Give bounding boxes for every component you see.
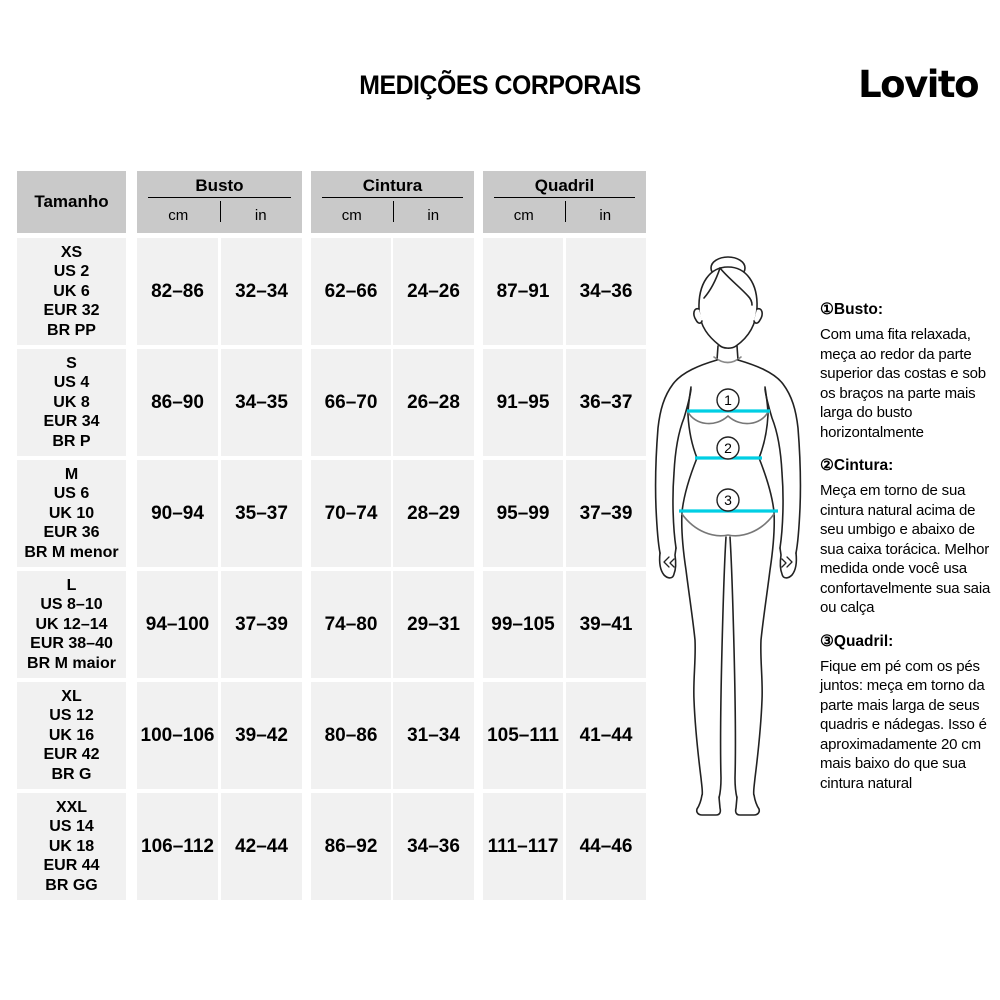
unit-row bbox=[483, 198, 646, 233]
unit-divider bbox=[393, 201, 394, 222]
size-cell bbox=[17, 571, 126, 678]
size-label-line: US 8–10 bbox=[40, 596, 103, 614]
value-cell: 41–44 bbox=[566, 682, 646, 789]
value-cell: 86–92 bbox=[311, 793, 391, 900]
column-header-cintura bbox=[311, 171, 474, 233]
circled-2-icon: ② bbox=[820, 457, 834, 474]
head-outline bbox=[699, 267, 757, 348]
table-row bbox=[17, 682, 646, 789]
column-header-tamanho: Tamanho bbox=[17, 171, 126, 233]
value-cell: 82–86 bbox=[137, 238, 218, 345]
value-cell: 94–100 bbox=[137, 571, 218, 678]
instruction-cintura-text: Meça em torno de sua cintura natural acima de seu umbigo e abaixo de sua caixa torácica. Melhor medida onde você usa confortavelmente sua saia ou calça bbox=[820, 482, 991, 616]
size-label-line: UK 8 bbox=[53, 393, 90, 411]
size-label-line: EUR 42 bbox=[43, 746, 100, 764]
value-cell: 90–94 bbox=[137, 460, 218, 567]
unit-row bbox=[311, 198, 474, 233]
size-cell bbox=[17, 682, 126, 789]
instruction-cintura bbox=[820, 456, 1000, 618]
circled-3-icon: ③ bbox=[820, 632, 834, 650]
group-label-quadril: Quadril bbox=[534, 176, 595, 195]
size-cell bbox=[17, 460, 126, 567]
size-label-line: BR GG bbox=[45, 876, 98, 894]
instruction-busto-title: ①Busto: bbox=[820, 301, 883, 318]
value-cell: 34–36 bbox=[393, 793, 474, 900]
value-cell: 29–31 bbox=[393, 571, 474, 678]
value-cell: 99–105 bbox=[483, 571, 563, 678]
value-cell: 42–44 bbox=[221, 793, 302, 900]
unit-cm: cm bbox=[168, 207, 189, 224]
size-label-line: EUR 38–40 bbox=[30, 635, 113, 653]
instruction-busto bbox=[820, 300, 1000, 442]
value-cell: 70–74 bbox=[311, 460, 391, 567]
right-leg-inner bbox=[730, 537, 737, 798]
value-cell: 31–34 bbox=[393, 682, 474, 789]
value-cell: 37–39 bbox=[566, 460, 646, 567]
size-cell bbox=[17, 793, 126, 900]
table-row bbox=[17, 793, 646, 900]
value-cell: 106–112 bbox=[137, 793, 218, 900]
instruction-quadril-text: Fique em pé com os pés juntos: meça em torno da parte mais larga de seus quadris e nádegas. Isso é aproximadamente 20 cm mais baixo do que sua cintura natural bbox=[820, 657, 987, 792]
value-cell: 24–26 bbox=[393, 238, 474, 345]
marker-3-label: 3 bbox=[724, 492, 732, 508]
right-foot bbox=[736, 795, 760, 815]
size-label-line: UK 18 bbox=[48, 837, 95, 855]
size-label-line: UK 10 bbox=[48, 504, 95, 522]
left-leg-inner bbox=[719, 537, 726, 798]
table-header-row bbox=[17, 171, 646, 233]
unit-row bbox=[137, 198, 302, 233]
size-label-line: US 2 bbox=[53, 263, 90, 281]
value-cell: 39–41 bbox=[566, 571, 646, 678]
table-row bbox=[17, 571, 646, 678]
value-cell: 87–91 bbox=[483, 238, 563, 345]
measurement-instructions bbox=[820, 300, 1000, 807]
column-header-quadril bbox=[483, 171, 646, 233]
instruction-cintura-title: ②Cintura: bbox=[820, 457, 894, 474]
value-cell: 91–95 bbox=[483, 349, 563, 456]
size-label-line: EUR 44 bbox=[43, 857, 100, 875]
size-cell bbox=[17, 238, 126, 345]
instruction-busto-text: Com uma fita relaxada, meça ao redor da parte superior das costas e sob os braços na parte mais larga do busto horizontalmente bbox=[820, 326, 986, 441]
left-hand bbox=[660, 548, 676, 578]
size-label-line: EUR 36 bbox=[43, 524, 100, 542]
value-cell: 66–70 bbox=[311, 349, 391, 456]
table-row bbox=[17, 349, 646, 456]
size-label-line: S bbox=[66, 354, 77, 372]
unit-in: in bbox=[599, 207, 612, 224]
size-label-line: EUR 32 bbox=[43, 302, 100, 320]
bust-curve bbox=[688, 412, 768, 424]
torso-right bbox=[754, 387, 775, 796]
table-row bbox=[17, 460, 646, 567]
value-cell: 62–66 bbox=[311, 238, 391, 345]
size-label-line: BR M menor bbox=[24, 543, 119, 561]
value-cell: 74–80 bbox=[311, 571, 391, 678]
unit-cm: cm bbox=[341, 207, 362, 224]
value-cell: 80–86 bbox=[311, 682, 391, 789]
left-hand-fingers bbox=[664, 557, 674, 567]
table-body bbox=[17, 238, 646, 900]
size-table bbox=[17, 171, 646, 900]
value-cell: 34–36 bbox=[566, 238, 646, 345]
size-label-line: US 6 bbox=[53, 485, 90, 503]
marker-1-label: 1 bbox=[724, 392, 732, 408]
body-figure bbox=[640, 238, 820, 820]
size-label-line: US 4 bbox=[53, 374, 90, 392]
group-label-cintura: Cintura bbox=[362, 176, 423, 195]
value-cell: 32–34 bbox=[221, 238, 302, 345]
value-cell: 100–106 bbox=[137, 682, 218, 789]
instruction-quadril bbox=[820, 632, 1000, 794]
size-label-line: EUR 34 bbox=[43, 413, 100, 431]
value-cell: 35–37 bbox=[221, 460, 302, 567]
size-label-line: BR G bbox=[51, 765, 92, 783]
hip-curve bbox=[682, 514, 774, 536]
page-title: MEDIÇÕES CORPORAIS bbox=[359, 70, 641, 100]
unit-divider bbox=[565, 201, 566, 222]
size-cell bbox=[17, 349, 126, 456]
size-label-line: UK 6 bbox=[53, 282, 90, 300]
instruction-quadril-title: ③Quadril: bbox=[820, 632, 894, 650]
size-label-line: M bbox=[64, 465, 79, 483]
unit-cm: cm bbox=[513, 207, 534, 224]
marker-2-label: 2 bbox=[724, 440, 732, 456]
right-hand-fingers bbox=[782, 557, 792, 567]
right-hand bbox=[780, 548, 796, 578]
unit-divider bbox=[220, 201, 221, 222]
value-cell: 34–35 bbox=[221, 349, 302, 456]
torso-left bbox=[682, 387, 703, 796]
size-label-line: UK 16 bbox=[48, 726, 95, 744]
group-label-busto: Busto bbox=[195, 176, 244, 195]
value-cell: 37–39 bbox=[221, 571, 302, 678]
neck-left bbox=[717, 346, 718, 360]
size-label-line: BR PP bbox=[47, 321, 96, 339]
value-cell: 36–37 bbox=[566, 349, 646, 456]
value-cell: 95–99 bbox=[483, 460, 563, 567]
value-cell: 26–28 bbox=[393, 349, 474, 456]
brand-logo: Lovito bbox=[858, 63, 978, 106]
value-cell: 105–111 bbox=[483, 682, 563, 789]
column-header-busto bbox=[137, 171, 302, 233]
size-label-line: XXL bbox=[55, 798, 88, 816]
value-cell: 86–90 bbox=[137, 349, 218, 456]
size-label-line: XL bbox=[61, 687, 82, 705]
size-label-line: US 12 bbox=[49, 707, 94, 725]
body-figure-drawing bbox=[640, 238, 820, 820]
circled-1-icon: ① bbox=[820, 301, 834, 318]
left-foot bbox=[697, 795, 721, 815]
size-label-line: L bbox=[66, 576, 77, 594]
size-label-line: BR M maior bbox=[27, 654, 116, 672]
value-cell: 28–29 bbox=[393, 460, 474, 567]
table-row bbox=[17, 238, 646, 345]
size-label-line: UK 12–14 bbox=[35, 615, 108, 633]
neck-base bbox=[714, 357, 741, 363]
value-cell: 111–117 bbox=[483, 793, 563, 900]
size-label-line: XS bbox=[60, 243, 83, 261]
size-label-line: BR P bbox=[52, 432, 91, 450]
value-cell: 39–42 bbox=[221, 682, 302, 789]
unit-in: in bbox=[427, 207, 440, 224]
value-cell: 44–46 bbox=[566, 793, 646, 900]
neck-right bbox=[737, 346, 738, 360]
unit-in: in bbox=[254, 207, 267, 224]
size-label-line: US 14 bbox=[49, 818, 94, 836]
